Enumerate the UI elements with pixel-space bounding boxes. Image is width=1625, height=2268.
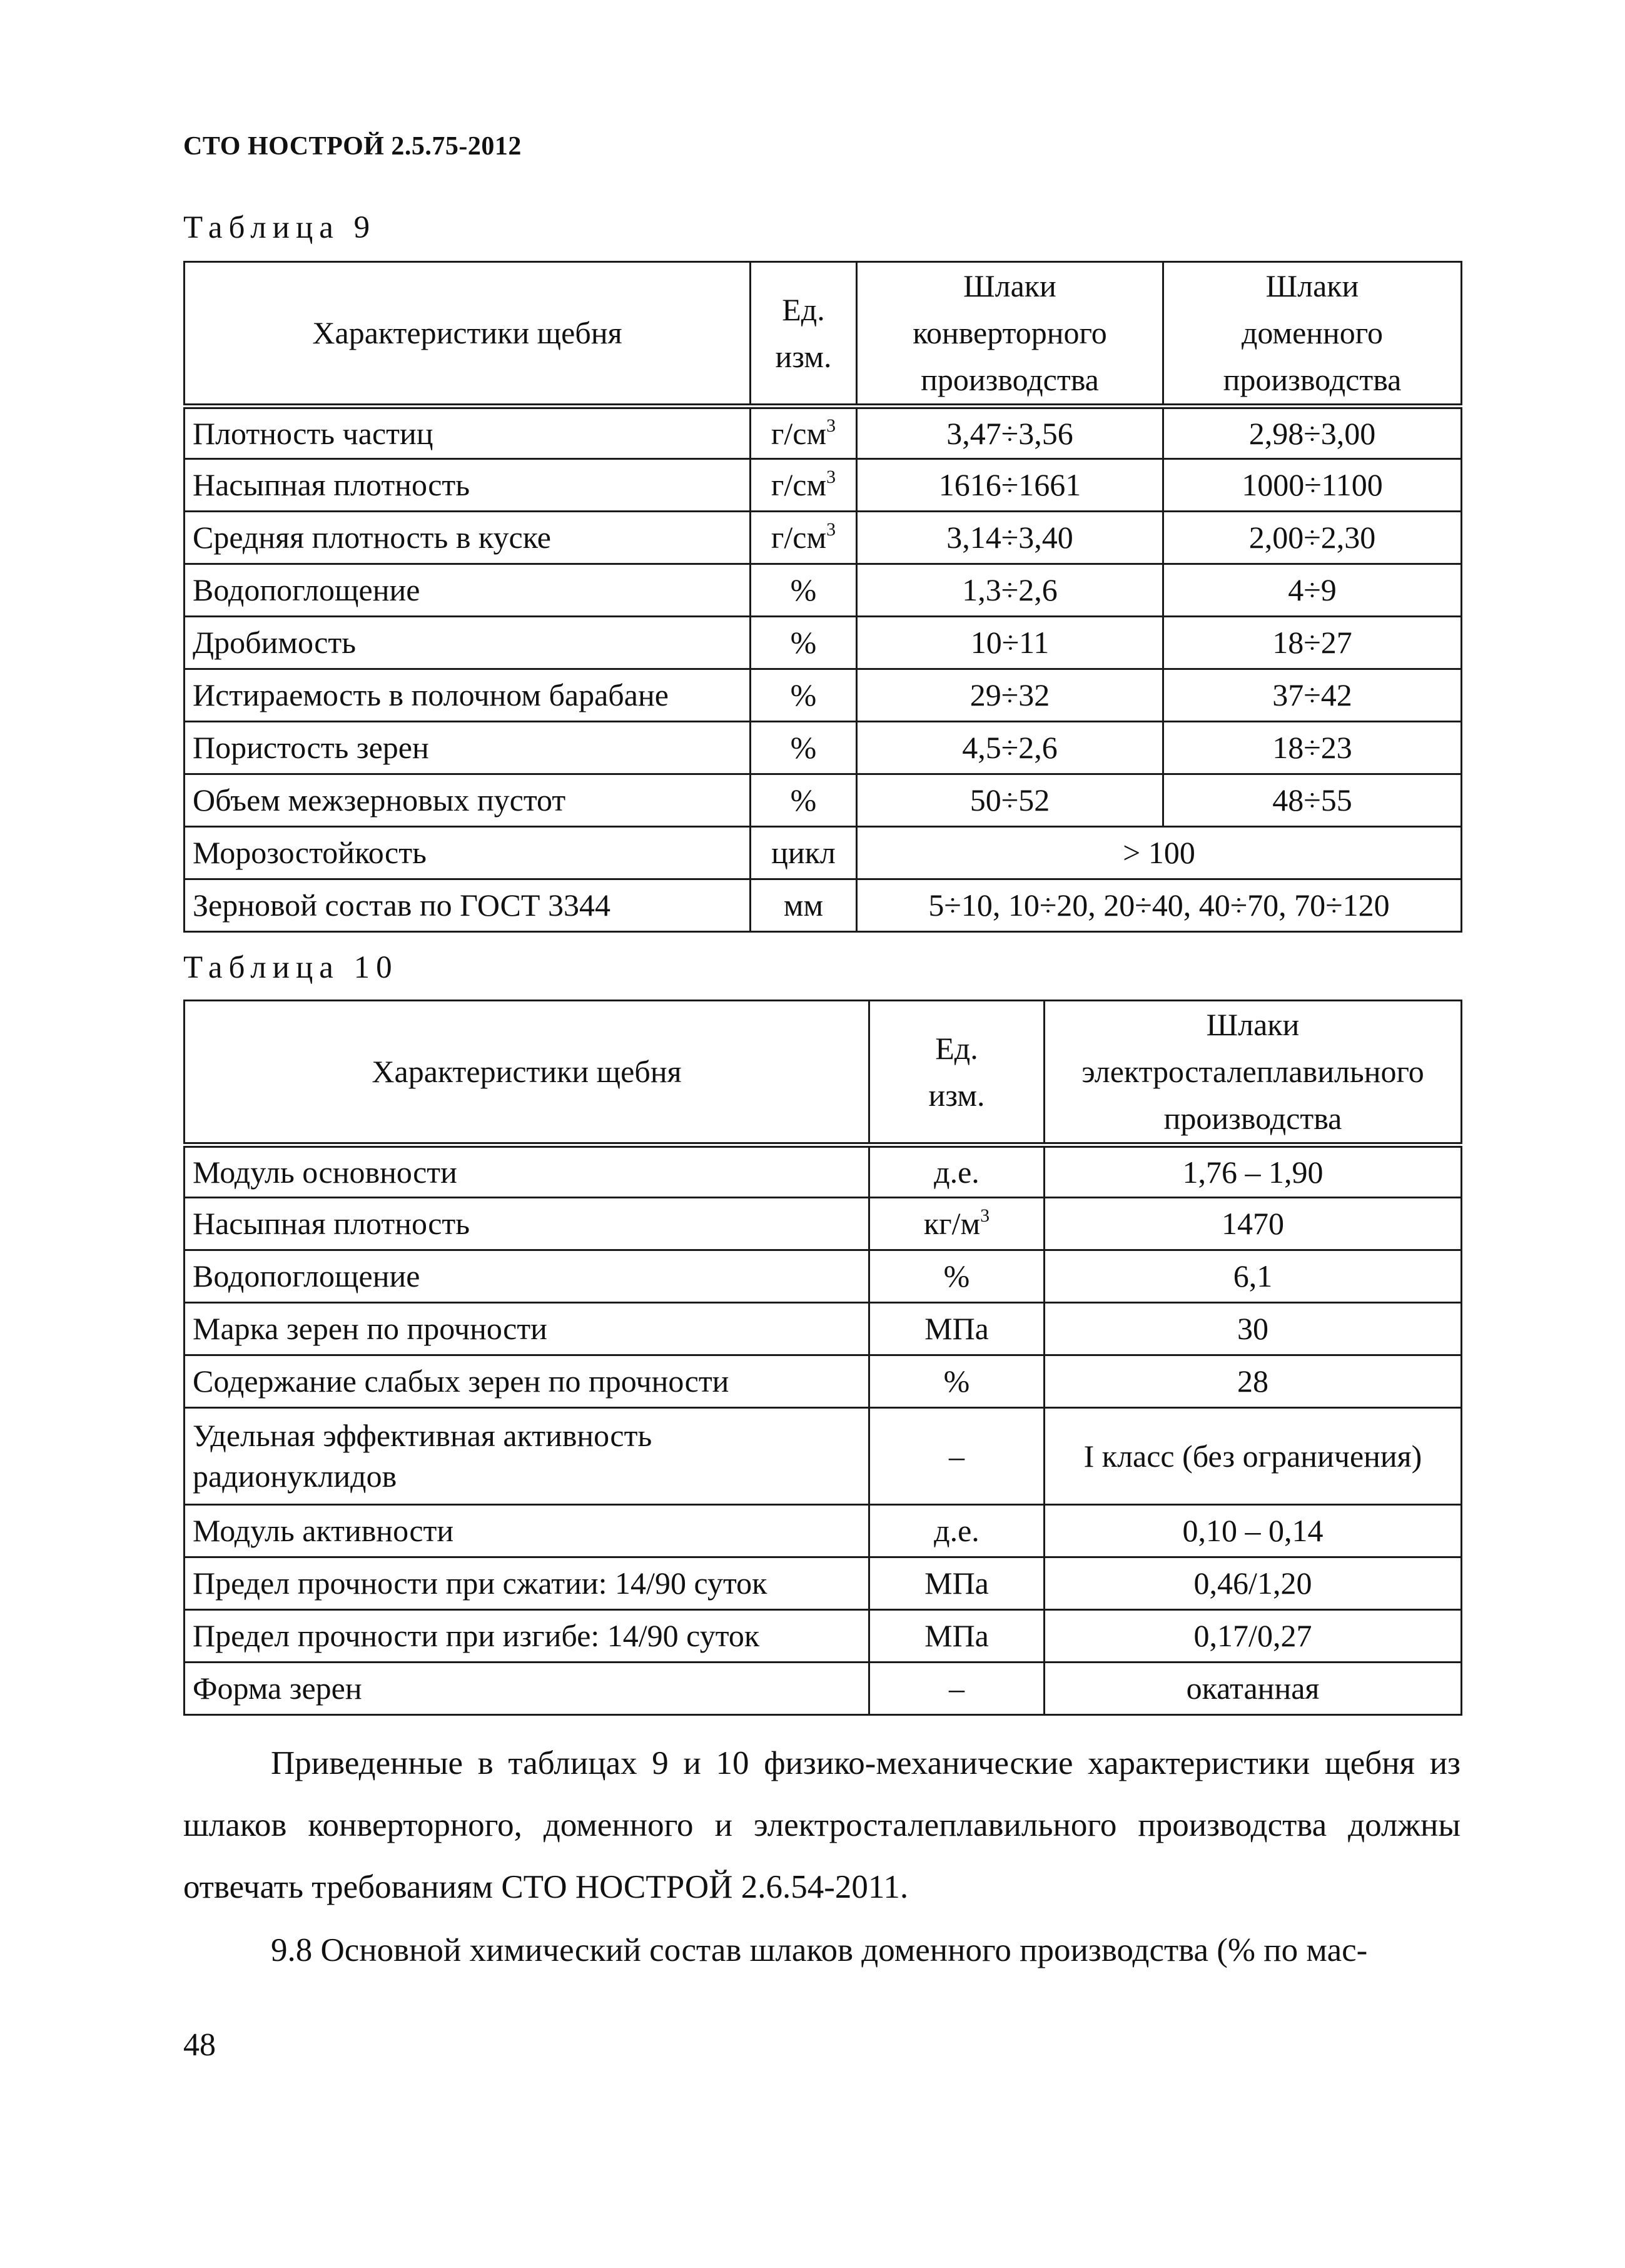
table-10 bbox=[183, 1000, 1462, 1716]
blast-value-cell: 48÷55 bbox=[1163, 774, 1462, 827]
characteristic-cell: Плотность частиц bbox=[185, 407, 751, 459]
value-cell: 28 bbox=[1045, 1355, 1462, 1408]
characteristic-cell: Объем межзерновых пустот bbox=[185, 774, 751, 827]
table-row bbox=[185, 827, 1462, 879]
characteristic-cell: Насыпная плотность bbox=[185, 459, 751, 512]
converter-value-cell: 1616÷1661 bbox=[857, 459, 1163, 512]
table-10-caption: Таблица 10 bbox=[183, 950, 398, 985]
characteristic-cell: Предел прочности при изгибе: 14/90 суток bbox=[185, 1610, 869, 1663]
table-row bbox=[185, 1303, 1462, 1355]
table-9-header-characteristic: Характеристики щебня bbox=[185, 262, 751, 407]
characteristic-cell: Содержание слабых зерен по прочности bbox=[185, 1355, 869, 1408]
table-row bbox=[185, 1505, 1462, 1557]
merged-value-cell: > 100 bbox=[857, 827, 1462, 879]
converter-value-cell: 29÷32 bbox=[857, 669, 1163, 722]
unit-cell: МПа bbox=[869, 1303, 1045, 1355]
table-row bbox=[185, 669, 1462, 722]
converter-value-cell: 10÷11 bbox=[857, 617, 1163, 669]
unit-cell: – bbox=[869, 1408, 1045, 1505]
converter-value-cell: 4,5÷2,6 bbox=[857, 722, 1163, 774]
table-9-header-row bbox=[185, 262, 1462, 407]
value-cell: 30 bbox=[1045, 1303, 1462, 1355]
value-cell: 0,46/1,20 bbox=[1045, 1557, 1462, 1610]
blast-value-cell: 2,98÷3,00 bbox=[1163, 407, 1462, 459]
unit-cell: – bbox=[869, 1663, 1045, 1715]
unit-cell: % bbox=[751, 669, 857, 722]
table-row bbox=[185, 1610, 1462, 1663]
table-row bbox=[185, 1145, 1462, 1198]
blast-value-cell: 18÷27 bbox=[1163, 617, 1462, 669]
table-row bbox=[185, 564, 1462, 617]
table-row bbox=[185, 512, 1462, 564]
blast-value-cell: 2,00÷2,30 bbox=[1163, 512, 1462, 564]
table-row bbox=[185, 407, 1462, 459]
table-row bbox=[185, 879, 1462, 932]
table-row bbox=[185, 1557, 1462, 1610]
document-code-header: СТО НОСТРОЙ 2.5.75-2012 bbox=[183, 132, 522, 161]
table-row bbox=[185, 1250, 1462, 1303]
unit-cell: % bbox=[869, 1250, 1045, 1303]
unit-cell: % bbox=[869, 1355, 1045, 1408]
table-row bbox=[185, 1663, 1462, 1715]
characteristic-cell: Зерновой состав по ГОСТ 3344 bbox=[185, 879, 751, 932]
unit-cell: МПа bbox=[869, 1557, 1045, 1610]
merged-value-cell: 5÷10, 10÷20, 20÷40, 40÷70, 70÷120 bbox=[857, 879, 1462, 932]
characteristic-cell: Марка зерен по прочности bbox=[185, 1303, 869, 1355]
characteristic-cell: Водопоглощение bbox=[185, 564, 751, 617]
unit-cell: д.е. bbox=[869, 1145, 1045, 1198]
characteristic-cell: Насыпная плотность bbox=[185, 1198, 869, 1250]
unit-cell: % bbox=[751, 774, 857, 827]
table-row bbox=[185, 774, 1462, 827]
characteristic-cell: Удельная эффективная активность радионуклидов bbox=[185, 1408, 869, 1505]
blast-value-cell: 1000÷1100 bbox=[1163, 459, 1462, 512]
characteristic-cell: Морозостойкость bbox=[185, 827, 751, 879]
paragraph-conformity: Приведенные в таблицах 9 и 10 физико-механические характеристики щебня из шлаков конверторного, доменного и электросталеплавильного производства должны отвечать требованиям СТО НОСТРОЙ 2.6.54-2011. bbox=[183, 1745, 1460, 1905]
blast-value-cell: 37÷42 bbox=[1163, 669, 1462, 722]
unit-cell: $г/см^3$ bbox=[751, 512, 857, 564]
value-cell: 6,1 bbox=[1045, 1250, 1462, 1303]
unit-cell: $г/см^3$ bbox=[751, 407, 857, 459]
table-10-header-unit: Ед. изм. bbox=[869, 1001, 1045, 1145]
unit-cell: % bbox=[751, 564, 857, 617]
characteristic-cell: Модуль основности bbox=[185, 1145, 869, 1198]
table-9-caption: Таблица 9 bbox=[183, 210, 377, 245]
table-10-header-characteristic: Характеристики щебня bbox=[185, 1001, 869, 1145]
converter-value-cell: 50÷52 bbox=[857, 774, 1163, 827]
converter-value-cell: 3,14÷3,40 bbox=[857, 512, 1163, 564]
table-9-header-unit: Ед. изм. bbox=[751, 262, 857, 407]
table-9-header-blast-furnace-slag: Шлаки доменного производства bbox=[1163, 262, 1462, 407]
table-row bbox=[185, 1408, 1462, 1505]
value-cell: окатанная bbox=[1045, 1663, 1462, 1715]
paragraph-9-8: 9.8 Основной химический состав шлаков доменного производства (% по мас- bbox=[271, 1932, 1368, 1968]
unit-cell: % bbox=[751, 722, 857, 774]
table-9-header-converter-slag: Шлаки конверторного производства bbox=[857, 262, 1163, 407]
value-cell: 0,17/0,27 bbox=[1045, 1610, 1462, 1663]
characteristic-cell: Водопоглощение bbox=[185, 1250, 869, 1303]
value-cell: 1470 bbox=[1045, 1198, 1462, 1250]
table-row bbox=[185, 1355, 1462, 1408]
unit-cell: МПа bbox=[869, 1610, 1045, 1663]
value-cell: 1,76 – 1,90 bbox=[1045, 1145, 1462, 1198]
table-9 bbox=[183, 261, 1462, 933]
value-cell: 0,10 – 0,14 bbox=[1045, 1505, 1462, 1557]
table-10-header-electric-steel-slag: Шлаки электросталеплавильного производства bbox=[1045, 1001, 1462, 1145]
table-row bbox=[185, 722, 1462, 774]
table-10-header-row bbox=[185, 1001, 1462, 1145]
characteristic-cell: Истираемость в полочном барабане bbox=[185, 669, 751, 722]
blast-value-cell: 18÷23 bbox=[1163, 722, 1462, 774]
unit-cell: цикл bbox=[751, 827, 857, 879]
blast-value-cell: 4÷9 bbox=[1163, 564, 1462, 617]
unit-cell: мм bbox=[751, 879, 857, 932]
table-row bbox=[185, 617, 1462, 669]
characteristic-cell: Пористость зерен bbox=[185, 722, 751, 774]
page-number: 48 bbox=[183, 2027, 216, 2063]
unit-cell: $кг/м^3$ bbox=[869, 1198, 1045, 1250]
unit-cell: $г/см^3$ bbox=[751, 459, 857, 512]
characteristic-cell: Форма зерен bbox=[185, 1663, 869, 1715]
characteristic-cell: Дробимость bbox=[185, 617, 751, 669]
converter-value-cell: 1,3÷2,6 bbox=[857, 564, 1163, 617]
characteristic-cell: Предел прочности при сжатии: 14/90 суток bbox=[185, 1557, 869, 1610]
characteristic-cell: Средняя плотность в куске bbox=[185, 512, 751, 564]
table-row bbox=[185, 459, 1462, 512]
table-row bbox=[185, 1198, 1462, 1250]
unit-cell: % bbox=[751, 617, 857, 669]
converter-value-cell: 3,47÷3,56 bbox=[857, 407, 1163, 459]
unit-cell: д.е. bbox=[869, 1505, 1045, 1557]
value-cell: I класс (без ограничения) bbox=[1045, 1408, 1462, 1505]
characteristic-cell: Модуль активности bbox=[185, 1505, 869, 1557]
